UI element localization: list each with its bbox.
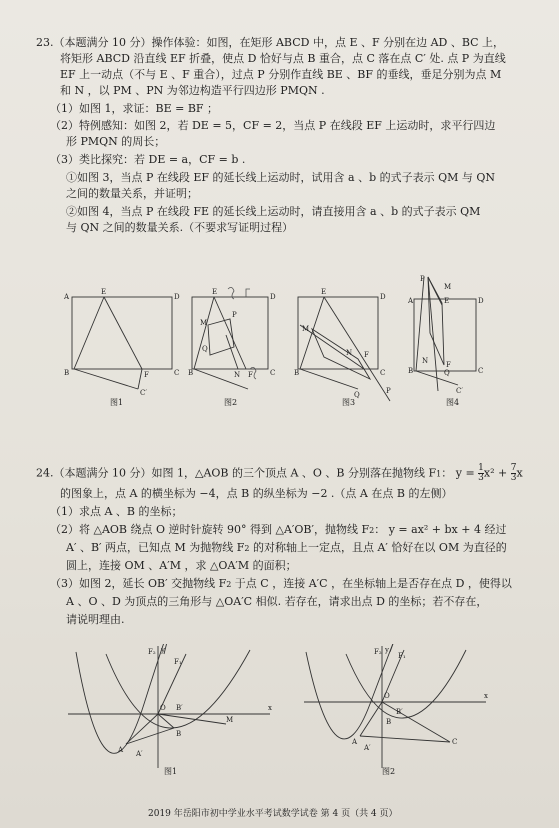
q24-fig2-label-F1: F₁ [398,652,406,660]
fig3-label-C: C [380,369,386,377]
fig2-label-B: B [188,369,194,377]
fig4-label-F: F [446,361,451,369]
fig4-label-P: P [420,275,425,283]
fig4-label-A: A [408,297,414,305]
fig2-label-F: F [248,371,253,379]
q24-part-1: （1）求点 A 、B 的坐标； [50,505,183,518]
q24-fig1-label-y: y [161,646,165,654]
fig2-label-P: P [232,311,237,319]
q24-fig1-label-A: A [118,746,124,754]
q24-fig2-label-x: x [484,692,488,700]
q23-line-2: 将矩形 ABCD 沿直线 EF 折叠，使点 D 恰好与点 B 重合，点 C 落在点 C′ 处. 点 P 为直线 [60,52,506,65]
fig3-label-N: N [346,349,353,357]
fig2-label-E: E [212,288,218,296]
q23-part-3b2: 与 QN 之间的数量关系.（不要求写证明过程） [66,221,294,234]
q24-fig2-label-F2: F₂ [374,648,382,656]
fig2-label-C: C [270,369,276,377]
q23-part-3: （3）类比探究：若 DE = a，CF = b . [50,153,246,166]
q24-part-3a: （3）如图 2，延长 OB′ 交抛物线 F [50,577,227,590]
fraction-1-numerator: 1 [478,463,484,473]
fig3-label-D: D [380,293,386,301]
q24-fig2-label-Ap: A′ [364,744,371,752]
q24-fig2-label-O: O [384,692,390,700]
q24-fig1-label-F1: F₁ [174,658,182,666]
q24-sub-1: 1 [436,469,442,479]
q24-line-1d: x [516,466,523,480]
q23-part-3a2: 之间的数量关系，并证明； [66,187,198,200]
q24-line-1 [36,464,523,483]
q24-sub-2b: 2 [244,544,250,553]
q24-fig2-caption: 图2 [382,767,396,776]
fig4-label-E: E [444,297,450,305]
q24-fig2-label-C: C [452,738,458,746]
page-footer: 2019 年岳阳市初中学业水平考试数学试卷 第 4 页（共 4 页） [148,809,398,819]
q24-line-1b: ： y = [441,466,479,480]
fig1-label-D: D [174,293,180,301]
fig4-label-M: M [444,283,452,291]
q23-part-1: （1）如图 1，求证：BE = BF ； [50,102,219,115]
fig2-label-Q: Q [202,345,208,353]
q24-part-2b: ： y = ax² + bx + 4 经过 [374,523,507,536]
fig1-label-F: F [144,371,149,379]
q24-part-2e: 圆上，连接 OM 、A′M ，求 △OA′M 的面积； [66,559,297,572]
q24-fig1-label-Bp: B′ [176,704,183,712]
q24-fig1-label-F2: F₂ [148,648,156,656]
q24-part-2d: 的对称轴上一定点，且点 A′ 恰好在以 OM 为直径的 [249,541,507,554]
q24-figure-1 [66,644,276,774]
fig3-caption: 图3 [342,398,356,407]
fraction-2-numerator: 7 [510,463,517,473]
fig4-label-N: N [422,357,429,365]
q24-fig1-label-M: M [226,716,234,724]
q24-figure-2 [300,644,490,774]
q24-part-2c: A′ 、B′ 两点，已知点 M 为抛物线 F [66,541,245,554]
fig2-label-M: M [200,319,208,327]
q24-line-1a: 24.（本题满分 10 分）如图 1，△AOB 的三个顶点 A 、O 、B 分别落在抛物线 F [36,466,437,480]
q24-fig1-label-x: x [268,704,272,712]
q24-fig2-label-A: A [352,738,358,746]
fig4-label-D: D [478,297,484,305]
fig4-label-B: B [408,367,414,375]
fig3-label-F: F [364,351,369,359]
fig1-label-C: C [174,369,180,377]
fig2-caption: 图2 [224,398,238,407]
fig1-label-B: B [64,369,70,377]
fig1-caption: 图1 [110,398,124,407]
fig3-label-Q: Q [354,391,360,399]
fig3-label-E: E [321,288,327,296]
q23-line-3: EF 上一动点（不与 E 、F 重合），过点 P 分别作直线 BE 、BF 的垂线，垂足分别为点 M [60,68,502,81]
fraction-2-denominator: 3 [510,473,517,483]
q24-line-2: 的图象上，点 A 的横坐标为 −4，点 B 的纵坐标为 −2 .（点 A 在点 B 的左侧） [60,487,453,500]
fig3-label-M: M [302,325,310,333]
fig1-label-Cp: C′ [140,389,147,397]
q24-sub-2c: 2 [226,580,232,589]
q24-fig1-label-O: O [160,704,166,712]
q23-figure-4 [408,273,488,408]
fig3-label-B: B [294,369,300,377]
q24-part-2-line-2 [66,540,507,556]
q24-part-3b: 于点 C ，连接 A′C ，在坐标轴上是否存在点 D ，使得以 [231,577,512,590]
q24-fig2-label-Bp: B′ [396,708,403,716]
fig1-label-E: E [101,288,107,296]
fig4-label-Cp: C′ [456,387,463,395]
fig2-label-D: D [270,293,276,301]
q23-part-2b: 形 PMQN 的周长； [66,135,166,148]
q24-part-2a: （2）将 △AOB 绕点 O 逆时针旋转 90° 得到 △A′OB′，抛物线 F [50,523,370,536]
q24-part-3d: 请说明理由. [66,613,125,626]
q24-fig1-label-B: B [176,730,182,738]
q23-line-1: 23.（本题满分 10 分）操作体验：如图，在矩形 ABCD 中，点 E 、F 分别在边 AD 、BC 上， [36,36,505,49]
q24-line-1c: x² + [483,466,511,480]
q23-figure-3 [294,285,404,405]
q24-fig2-label-y: y [385,646,389,654]
fig2-label-N: N [234,371,241,379]
fraction-1-denominator: 3 [478,473,484,483]
fig4-caption: 图4 [446,398,460,407]
q23-figure-2 [188,285,278,405]
q23-part-3b1: ②如图 4，当点 P 在线段 FE 的延长线上运动时，请直接用含 a 、b 的式子表示 QM [66,205,481,218]
fig4-label-C: C [478,367,484,375]
q24-part-2 [50,522,506,538]
q23-part-3a1: ①如图 3，当点 P 在线段 EF 的延长线上运动时，试用含 a 、b 的式子表示 QM 与 QN [66,171,496,184]
q23-figure-1 [64,285,184,405]
q23-part-2a: （2）特例感知：如图 2，若 DE = 5，CF = 2，当点 P 在线段 EF 上运动时，求平行四边 [50,119,496,132]
q23-line-4: 和 N ，以 PM 、PN 为邻边构造平行四边形 PMQN . [60,84,325,97]
q24-part-3c: A 、O 、D 为顶点的三角形与 △OA′C 相似. 若存在，请求出点 D 的坐标；若不存在， [66,595,488,608]
q24-fig2-label-B: B [386,718,392,726]
q24-sub-2a: 2 [369,526,375,535]
fig3-label-P: P [386,387,391,395]
q24-fig1-label-Ap: A′ [136,750,143,758]
fig1-label-A: A [64,293,70,301]
fig4-label-Q: Q [444,369,450,377]
q24-fig1-caption: 图1 [164,767,178,776]
q24-part-3 [50,576,512,592]
